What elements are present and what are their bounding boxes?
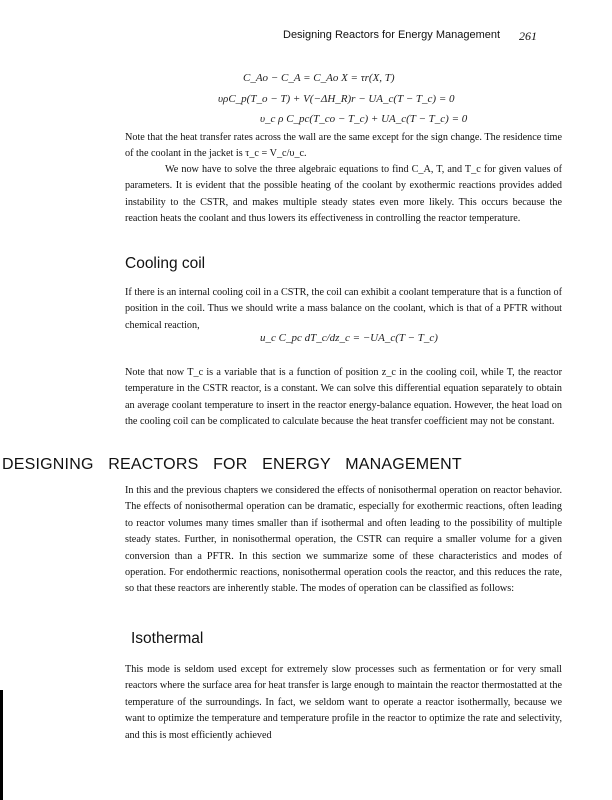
equation-lhs: u_c C_pc dT_c/dz_c: [260, 332, 350, 344]
running-header: [283, 29, 563, 41]
equation-mass-balance: C_Ao − C_A = C_Ao X = τr(X, T): [243, 72, 395, 84]
equation-energy-balance: υρC_p(T_o − T) + V(−ΔH_R)r − UA_c(T − T_c) = 0: [218, 93, 455, 105]
paragraph-nonisothermal-summary: [125, 483, 562, 598]
heading-designing-reactors: DESIGNING REACTORS FOR ENERGY MANAGEMENT: [2, 456, 462, 473]
paragraph-text: We now have to solve the three algebraic equations to find C_A, T, and T_c for given values of parameters. It is evident that the possible heating of the coolant by exothermic reactions provides added instability to the CSTR, and makes multiple steady states even more likely. This occurs because the reaction heats the coolant and thus lowers its effectiveness in controlling the reactor temperature.: [125, 164, 562, 225]
paragraph-heat-transfer-note: [125, 130, 562, 163]
paragraph-text: In this and the previous chapters we considered the effects of nonisothermal operation on reactor behavior. The effects of nonisothermal operation can be dramatic, especially for exothermic reactions, often leading to reactor volumes many times smaller than if isothermal and often leading to the possibility of multiple steady states. Further, in nonisothermal operation, the CSTR can require a smaller volume for a given conversion than a PFTR. In this section we summarize some of these characteristics and modes of operation. For endothermic reactions, nonisothermal operation cools the reactor, and this reduces the rate, so that these reactors are inherently stable. The modes of operation can be classified as follows:: [125, 485, 562, 595]
heading-isothermal: Isothermal: [131, 630, 204, 647]
heading-cooling-coil: Cooling coil: [125, 255, 206, 272]
paragraph-text: If there is an internal cooling coil in a CSTR, the coil can exhibit a coolant temperature that is a function of position in the coil. Thus we should write a mass balance on the coolant, which is that of a PFTR without chemical reaction,: [125, 287, 562, 331]
equation-rhs: = −UA_c(T − T_c): [352, 332, 438, 344]
paragraph-solve-equations: [125, 162, 562, 228]
paragraph-cooling-coil: [125, 285, 562, 334]
page-number: 261: [519, 29, 537, 43]
equation-coil-differential: [260, 332, 438, 344]
paragraph-isothermal: [125, 662, 562, 744]
equation-coolant-balance: υ_c ρ C_pc(T_co − T_c) + UA_c(T − T_c) = 0: [260, 113, 468, 125]
paragraph-coolant-variable: [125, 365, 562, 431]
running-title: Designing Reactors for Energy Management: [283, 29, 501, 41]
paragraph-text: Note that the heat transfer rates across the wall are the same except for the sign change. The residence time of the coolant in the jacket is τ_c = V_c/υ_c.: [125, 132, 562, 160]
paragraph-text: Note that now T_c is a variable that is a function of position z_c in the cooling coil, while T, the reactor temperature in the CSTR reactor, is a constant. We can solve this differential equation separately to obtain an average coolant temperature to insert in the reactor energy-balance equation. However, the heat load on the cooling coil can be complicated to calculate because the heat transfer coefficient may not be constant.: [125, 367, 562, 428]
paragraph-text: This mode is seldom used except for extremely slow processes such as fermentation or for very small reactors where the surface area for heat transfer is large enough to maintain the reactor thermostatted at the temperature of the surroundings. In fact, we seldom want to operate a reactor isothermally, because we want to optimize the temperature and temperature profile in the reactor to optimize the rate and selectivity, and this is most efficiently achieved: [125, 664, 562, 741]
page-binding-edge: [0, 690, 3, 800]
